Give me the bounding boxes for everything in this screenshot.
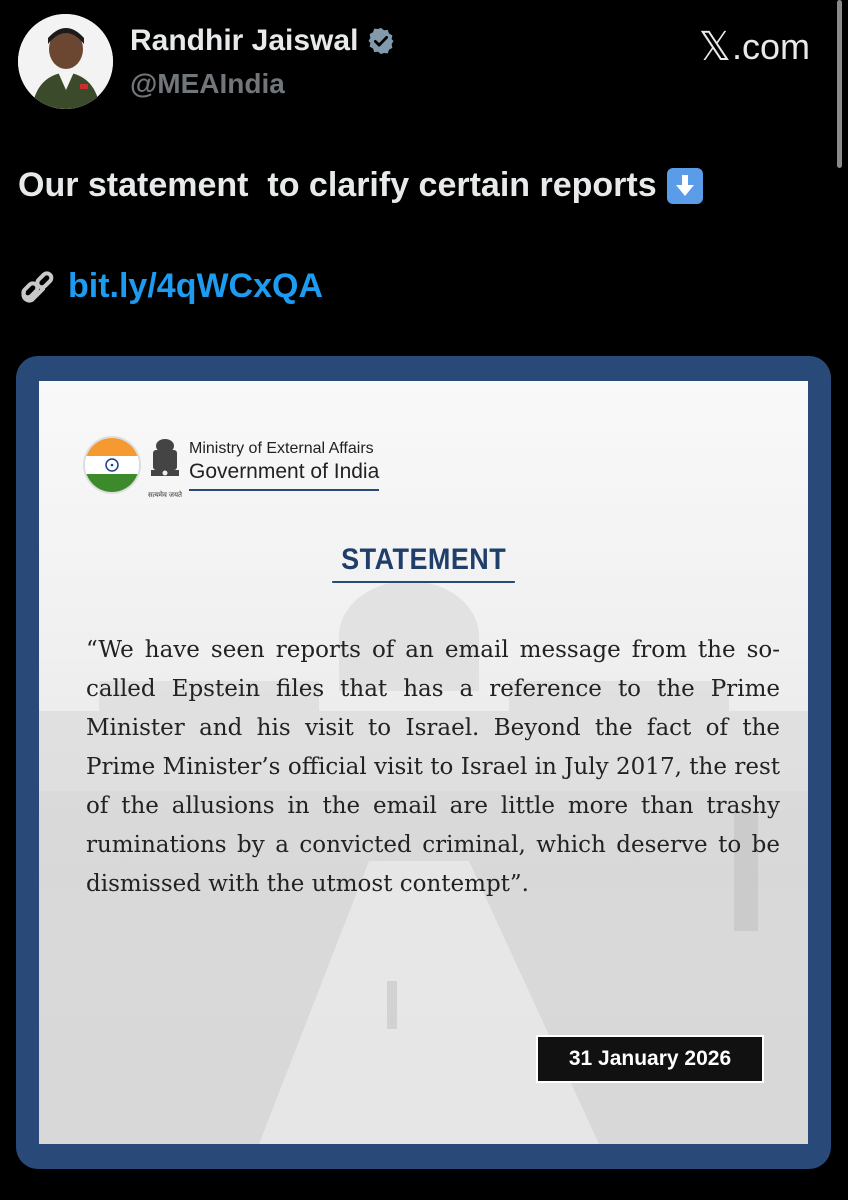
tweet-link-row[interactable] — [18, 266, 323, 306]
down-arrow-icon — [667, 168, 703, 204]
statement-heading-text: STATEMENT — [332, 543, 515, 583]
short-link[interactable]: bit.ly/4qWCxQA — [68, 266, 324, 305]
tweet-text-content: Our statement to clarify certain reports — [18, 166, 657, 204]
ministry-name: Ministry of External Affairs — [189, 439, 374, 457]
ministry-title — [189, 440, 379, 491]
avatar-image — [18, 14, 113, 109]
link-icon — [18, 266, 58, 306]
verified-badge-icon — [366, 26, 396, 56]
statement-date: 31 January 2026 — [536, 1035, 764, 1083]
ministry-logo-group — [85, 436, 380, 499]
statement-body: “We have seen reports of an email message from the so-called Epstein files that has a reference to the Prime Minister and his visit to Israel. Beyond the fact of the Prime Minister’s official visit to Israel in July 2017, the rest of the allusions in the email are little more than trashy ruminations by a convicted criminal, which deserve to be dismissed with the utmost contempt”. — [86, 637, 780, 897]
avatar[interactable] — [18, 14, 113, 109]
national-emblem-icon — [147, 436, 183, 499]
india-flag-icon — [85, 438, 139, 492]
emblem-motto: सत्यमेव जयते — [147, 492, 183, 499]
display-name[interactable]: Randhir Jaiswal — [130, 24, 359, 57]
statement-heading — [39, 543, 808, 583]
user-handle[interactable]: @MEAIndia — [130, 68, 285, 99]
statement-document — [39, 381, 808, 1144]
scrollbar[interactable] — [837, 0, 842, 168]
government-name: Government of India — [189, 460, 379, 491]
x-com-logo — [699, 24, 810, 70]
tweet-text — [18, 166, 703, 205]
x-logo-icon: 𝕏 — [698, 25, 731, 69]
brand-text: .com — [731, 26, 810, 67]
